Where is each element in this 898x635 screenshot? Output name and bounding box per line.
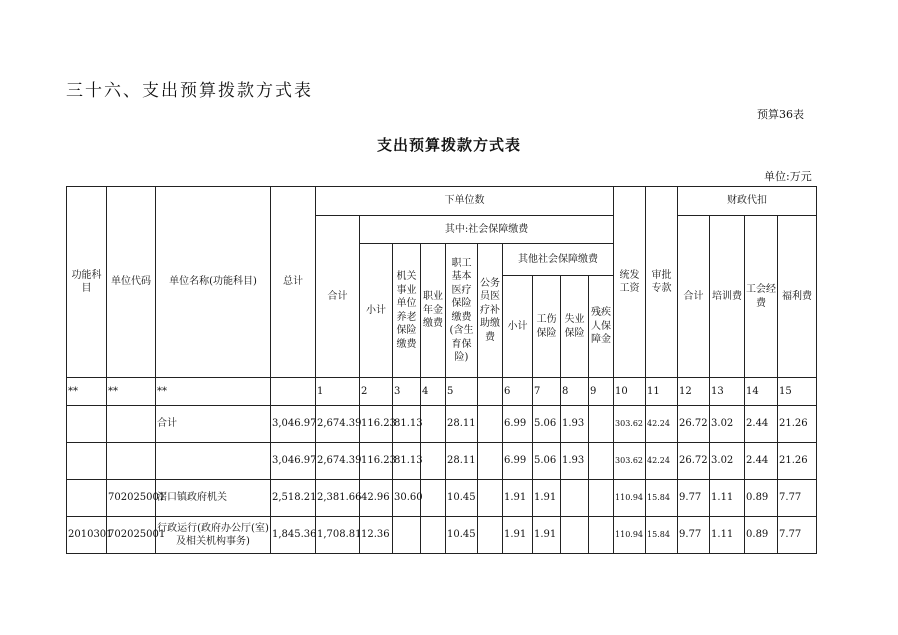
header-disability: 残疾人保障金 [589,276,614,378]
header-lower-unit-pay: 下单位数 [316,187,614,216]
header-func-subject: 功能科目 [67,187,107,378]
header-civil-medical: 公务员医疗补助缴费 [478,244,503,378]
index-row: ** ** ** 1 2 3 4 5 6 7 8 9 10 11 12 13 14 15 [67,378,817,406]
header-other-subtotal: 小计 [503,276,533,378]
header-approval-fund: 审批专款 [646,187,678,378]
table-row: 3,046.97 2,674.39 116.23 81.13 28.11 6.99 5.06 1.93 303.62 42.24 26.72 3.02 2.44 21.26 [67,443,817,480]
header-unit-code: 单位代码 [107,187,156,378]
header-unified-salary: 统发工资 [614,187,646,378]
header-annuity: 职业年金缴费 [421,244,446,378]
header-union: 工会经费 [745,216,778,378]
header-welfare: 福利费 [778,216,817,378]
budget-table [66,186,817,554]
header-social-security: 其中:社会保障缴费 [360,216,614,244]
table-row: 合计 3,046.97 2,674.39 116.23 81.13 28.11 6.99 5.06 1.93 303.62 42.24 26.72 3.02 2.44 21.26 [67,406,817,443]
table-row: 2010301 702025001 行政运行(政府办公厅(室)及相关机构事务) 1,845.36 1,708.81 12.36 10.45 1.91 1.91 110.94 15.84 9.77 1.11 0.89 7.77 [67,517,817,554]
header-pension: 机关事业单位养老保险缴费 [393,244,421,378]
header-subtotal: 合计 [316,216,360,378]
table-row: 702025001 滘口镇政府机关 2,518.21 2,381.66 42.96 30.60 10.45 1.91 1.91 110.94 15.84 9.77 1.11 0.89 7.77 [67,480,817,517]
header-social-subtotal: 小计 [360,244,393,378]
header-other-social: 其他社会保障缴费 [503,244,614,276]
header-fd-total: 合计 [678,216,710,378]
header-unemployment: 失业保险 [561,276,589,378]
header-training: 培训费 [710,216,745,378]
document-title: 支出预算拨款方式表 [376,136,521,154]
section-title: 三十六、支出预算拨款方式表 [66,81,313,101]
header-unit-name: 单位名称(功能科目) [156,187,271,378]
header-medical: 职工基本医疗保险缴费(含生育保险) [446,244,478,378]
header-fiscal-deduct: 财政代扣 [678,187,817,216]
header-total: 总计 [271,187,316,378]
unit-label: 单位:万元 [764,170,812,183]
header-injury: 工伤保险 [533,276,561,378]
table-number: 预算36表 [757,108,804,121]
